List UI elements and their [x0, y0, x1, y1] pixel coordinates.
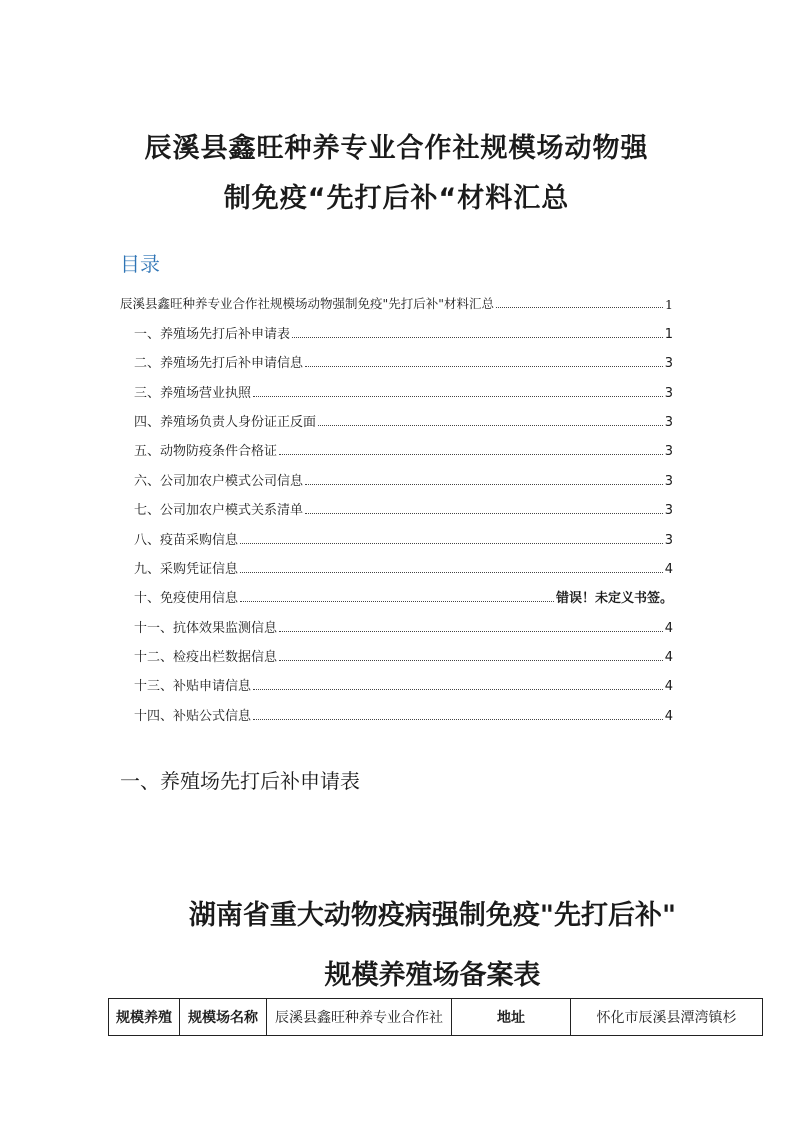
toc-leader-dots	[240, 543, 663, 544]
toc-leader-dots	[318, 425, 663, 426]
toc-entry[interactable]	[120, 577, 673, 606]
toc-leader-dots	[279, 631, 663, 632]
toc-entry[interactable]	[120, 430, 673, 459]
toc-page-number: 3	[664, 444, 673, 460]
toc-page-number: 1	[665, 297, 673, 313]
table-cell: 怀化市辰溪县潭湾镇杉	[571, 999, 763, 1036]
toc-leader-dots	[305, 484, 663, 485]
toc-entry-text: 六、公司加农户模式公司信息	[134, 473, 304, 489]
toc-entry[interactable]	[120, 548, 673, 577]
toc-entry-text: 五、动物防疫条件合格证	[134, 444, 278, 460]
toc-entry-text: 十一、抗体效果监测信息	[134, 620, 278, 636]
toc-entry-text: 二、养殖场先打后补申请信息	[134, 356, 304, 372]
toc-page-number: 4	[664, 620, 673, 636]
toc-page-number: 3	[664, 385, 673, 401]
toc-entry-text: 三、养殖场营业执照	[134, 385, 252, 401]
toc-entry-text: 十、免疫使用信息	[134, 591, 239, 607]
toc-leader-dots	[253, 719, 663, 720]
toc-entry[interactable]	[120, 401, 673, 430]
toc-leader-dots	[240, 572, 663, 573]
registration-table	[108, 998, 763, 1036]
toc-page-number: 4	[664, 561, 673, 577]
toc-entry-text: 九、采购凭证信息	[134, 561, 239, 577]
toc-page-number: 4	[664, 650, 673, 666]
table-cell: 规模养殖	[109, 999, 180, 1036]
toc-leader-dots	[305, 513, 663, 514]
table-cell: 规模场名称	[180, 999, 267, 1036]
table-cell: 辰溪县鑫旺种养专业合作社	[267, 999, 452, 1036]
toc-page-number: 3	[664, 503, 673, 519]
table-row	[109, 999, 763, 1036]
toc-entry[interactable]	[120, 371, 673, 400]
toc-entry-text: 十四、补贴公式信息	[134, 708, 252, 724]
toc-entry[interactable]	[120, 694, 673, 723]
toc-leader-dots	[240, 601, 554, 602]
toc-entry-text: 辰溪县鑫旺种养专业合作社规模场动物强制免疫"先打后补"材料汇总	[120, 296, 495, 312]
form-title-line-1: 湖南省重大动物疫病强制免疫"先打后补"	[188, 900, 677, 931]
toc-entry-text: 四、养殖场负责人身份证正反面	[134, 414, 317, 430]
toc-page-number: 3	[664, 356, 673, 372]
toc-entry[interactable]	[120, 312, 673, 341]
toc-leader-dots	[279, 454, 663, 455]
toc-page-number: 3	[664, 473, 673, 489]
toc-leader-dots	[305, 366, 663, 367]
toc-heading: 目录	[120, 252, 160, 276]
toc-entry[interactable]	[120, 342, 673, 371]
toc-entry[interactable]	[120, 665, 673, 694]
document-title-line-2: 制免疫“先打后补“材料汇总	[223, 183, 570, 214]
toc-leader-dots	[292, 337, 663, 338]
section-heading: 一、养殖场先打后补申请表	[120, 769, 360, 793]
toc-entry[interactable]	[120, 606, 673, 635]
table-of-contents	[120, 283, 673, 724]
toc-entry-text: 七、公司加农户模式关系清单	[134, 503, 304, 519]
toc-entry-text: 十二、检疫出栏数据信息	[134, 650, 278, 666]
table-cell: 地址	[452, 999, 571, 1036]
toc-entry[interactable]	[120, 636, 673, 665]
toc-entry[interactable]	[120, 459, 673, 488]
toc-page-number: 4	[664, 679, 673, 695]
toc-page-number: 4	[664, 708, 673, 724]
toc-leader-dots	[279, 660, 663, 661]
toc-entry[interactable]	[120, 283, 673, 312]
toc-page-number: 错误！未定义书签。	[555, 591, 673, 607]
toc-entry[interactable]	[120, 489, 673, 518]
document-title-line-1: 辰溪县鑫旺种养专业合作社规模场动物强	[144, 133, 649, 164]
toc-entry-text: 八、疫苗采购信息	[134, 532, 239, 548]
toc-entry-text: 一、养殖场先打后补申请表	[134, 326, 291, 342]
form-title-line-2: 规模养殖场备案表	[324, 960, 541, 991]
toc-page-number: 3	[664, 414, 673, 430]
toc-leader-dots	[253, 689, 663, 690]
toc-leader-dots	[496, 307, 663, 308]
toc-page-number: 1	[664, 326, 673, 342]
toc-leader-dots	[253, 396, 663, 397]
toc-entry-text: 十三、补贴申请信息	[134, 679, 252, 695]
toc-page-number: 3	[664, 532, 673, 548]
toc-entry[interactable]	[120, 518, 673, 547]
